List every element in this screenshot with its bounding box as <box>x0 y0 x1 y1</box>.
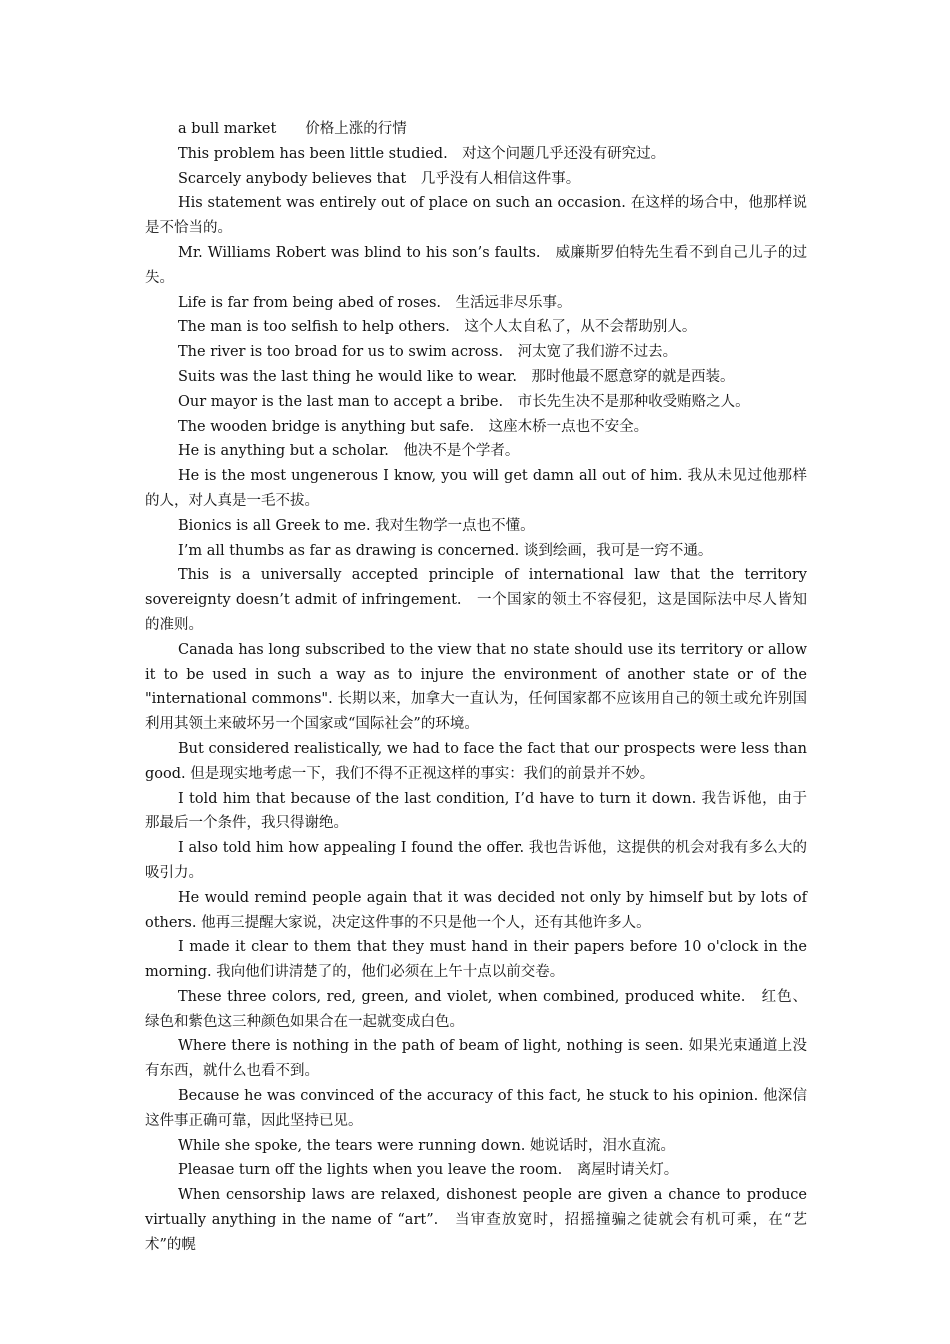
paragraph-20: I also told him how appealing I found the offer. 我也告诉他，这提供的机会对我有多么大的吸引力。 <box>145 840 807 881</box>
paragraph-3: Scarcely anybody believes that 几乎没有人相信这件事。 <box>178 170 581 187</box>
paragraph-19: I told him that because of the last condition, I’d have to turn it down. 我告诉他，由于那最后一个条件，我只得谢绝。 <box>145 790 807 832</box>
paragraph-1: a bull market 价格上涨的行情 <box>178 121 407 137</box>
paragraph-27: Pleasae turn off the lights when you leave the room. 离屋时请关灯。 <box>178 1162 679 1179</box>
paragraph-7: The man is too selfish to help others. 这个人太自私了，从不会帮助别人。 <box>178 319 697 336</box>
paragraph-8: The river is too broad for us to swim across. 河太宽了我们游不过去。 <box>178 344 678 361</box>
paragraph-23: These three colors, red, green, and violet, when combined, produced white. 红色、绿色和紫色这三种颜色如果合在一起就变成白色。 <box>145 988 807 1030</box>
paragraph-24: Where there is nothing in the path of beam of light, nothing is seen. 如果光束通道上没有东西，就什么也看不到。 <box>145 1038 807 1080</box>
paragraph-2: This problem has been little studied. 对这个问题几乎还没有研究过。 <box>178 145 666 162</box>
paragraph-14: Bionics is all Greek to me. 我对生物学一点也不懂。 <box>178 517 535 534</box>
paragraph-22: I made it clear to them that they must hand in their papers before 10 o'clock in the morning. 我向他们讲清楚了的，他们必须在上午十点以前交卷。 <box>145 939 807 981</box>
paragraph-17: Canada has long subscribed to the view that no state should use its territory or allow it to be used in such a way as to injure the environment of another state or of the "international commons". 长期以来，加拿大一直认为，任何国家都不应该用自己的领土或允许别国利用其领土来破坏另一个国家或“国际社会”的环境。 <box>145 641 807 733</box>
paragraph-26: While she spoke, the tears were running down. 她说话时，泪水直流。 <box>178 1137 676 1154</box>
document-body <box>145 117 807 1258</box>
paragraph-6: Life is far from being abed of roses. 生活远非尽乐事。 <box>178 294 572 311</box>
paragraph-13: He is the most ungenerous I know, you will get damn all out of him. 我从未见过他那样的人，对人真是一毛不拔。 <box>145 468 807 509</box>
paragraph-9: Suits was the last thing he would like to wear. 那时他最不愿意穿的就是西装。 <box>178 368 735 385</box>
paragraph-18: But considered realistically, we had to face the fact that our prospects were less than good. 但是现实地考虑一下，我们不得不正视这样的事实：我们的前景并不妙。 <box>145 740 807 782</box>
paragraph-25: Because he was convinced of the accuracy of this fact, he stuck to his opinion. 他深信这件事正确可靠，因此坚持已见。 <box>145 1088 807 1129</box>
paragraph-10: Our mayor is the last man to accept a bribe. 市长先生决不是那种收受贿赂之人。 <box>178 393 750 410</box>
paragraph-12: He is anything but a scholar. 他决不是个学者。 <box>178 443 520 460</box>
paragraph-28: When censorship laws are relaxed, dishonest people are given a chance to produce virtually anything in the name of “art”. 当审查放宽时，招摇撞骗之徒就会有机可乘，在“艺术”的幌 <box>145 1187 807 1253</box>
paragraph-4: His statement was entirely out of place on such an occasion. 在这样的场合中，他那样说是不恰当的。 <box>145 195 807 237</box>
paragraph-21: He would remind people again that it was decided not only by himself but by lots of others. 他再三提醒大家说，决定这件事的不只是他一个人，还有其他许多人。 <box>145 889 807 931</box>
paragraph-5: Mr. Williams Robert was blind to his son’s faults. 威廉斯罗伯特先生看不到自己儿子的过失。 <box>145 244 807 286</box>
paragraph-16: This is a universally accepted principle of international law that the territory sovereignty doesn’t admit of infringement. 一个国家的领土不容侵犯，这是国际法中尽人皆知的准则。 <box>145 567 807 633</box>
paragraph-11: The wooden bridge is anything but safe. 这座木桥一点也不安全。 <box>178 418 649 435</box>
paragraph-15: I’m all thumbs as far as drawing is concerned. 谈到绘画，我可是一窍不通。 <box>178 542 713 559</box>
